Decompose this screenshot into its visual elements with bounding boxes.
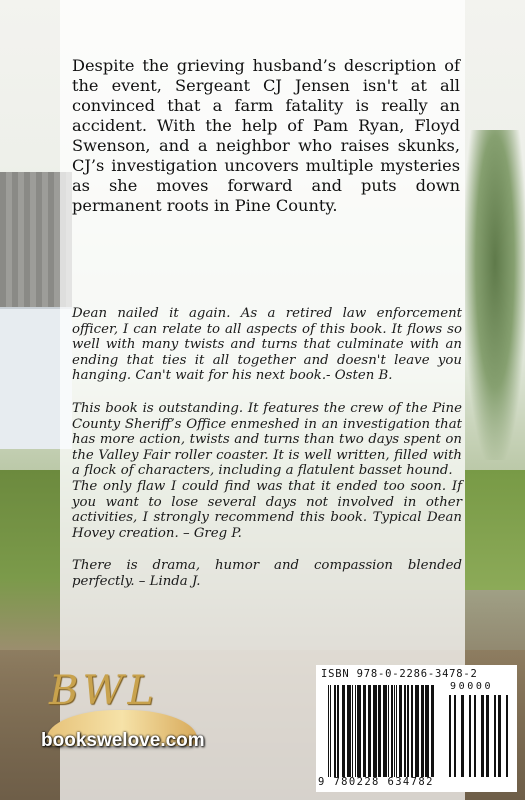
reviews-section	[72, 306, 462, 607]
barcode-bar	[434, 685, 435, 777]
isbn-barcode	[316, 665, 517, 792]
addon-barcode-bars	[449, 695, 511, 777]
tree-right	[465, 130, 525, 460]
review-greg-part1: This book is outstanding. It features the crew of the Pine County Sheriff’s Office enmeshed in an investigation that has more action, twists and turns than two days spent on the Valley Fair roller coaster. It is well written, filled with a flock of characters, including a flatulent basset hound.	[72, 400, 462, 479]
barcode-bar	[508, 695, 510, 777]
publisher-logo	[37, 668, 217, 768]
logo-letters: BWL	[49, 668, 159, 714]
grass-left	[0, 470, 60, 650]
price-addon-digits: 90000	[450, 681, 494, 692]
review-osten: Dean nailed it again. As a retired law enforcement officer, I can relate to all aspects of this book. It flows so well with many twists and turns that culminate with an ending that ties it all together and doesn't leave you hanging. Can't wait for his next book.- Osten B.	[72, 306, 462, 384]
publisher-website: bookswelove.com	[41, 730, 205, 751]
book-blurb: Despite the grieving husband’s description of the event, Sergeant CJ Jensen isn't at all convinced that a farm fatality is really an accident. With the help of Pam Ryan, Floyd Swenson, and a neighbor who raises skunks, CJ’s investigation uncovers multiple mysteries as she moves forward and puts down permanent roots in Pine County.	[72, 56, 460, 215]
grass-right	[465, 470, 525, 590]
review-linda: There is drama, humor and compassion blended perfectly. – Linda J.	[72, 558, 462, 589]
review-greg-part2: The only flaw I could find was that it ended too soon. If you want to lose several days not involved in other activities, I strongly recommend this book. Typical Dean Hovey creation. – Greg P.	[72, 478, 462, 541]
isbn-text: ISBN 978-0-2286-3478-2	[321, 668, 478, 680]
ean-digits: 9 780228 634782	[318, 776, 434, 788]
ean-barcode-bars	[328, 685, 436, 777]
